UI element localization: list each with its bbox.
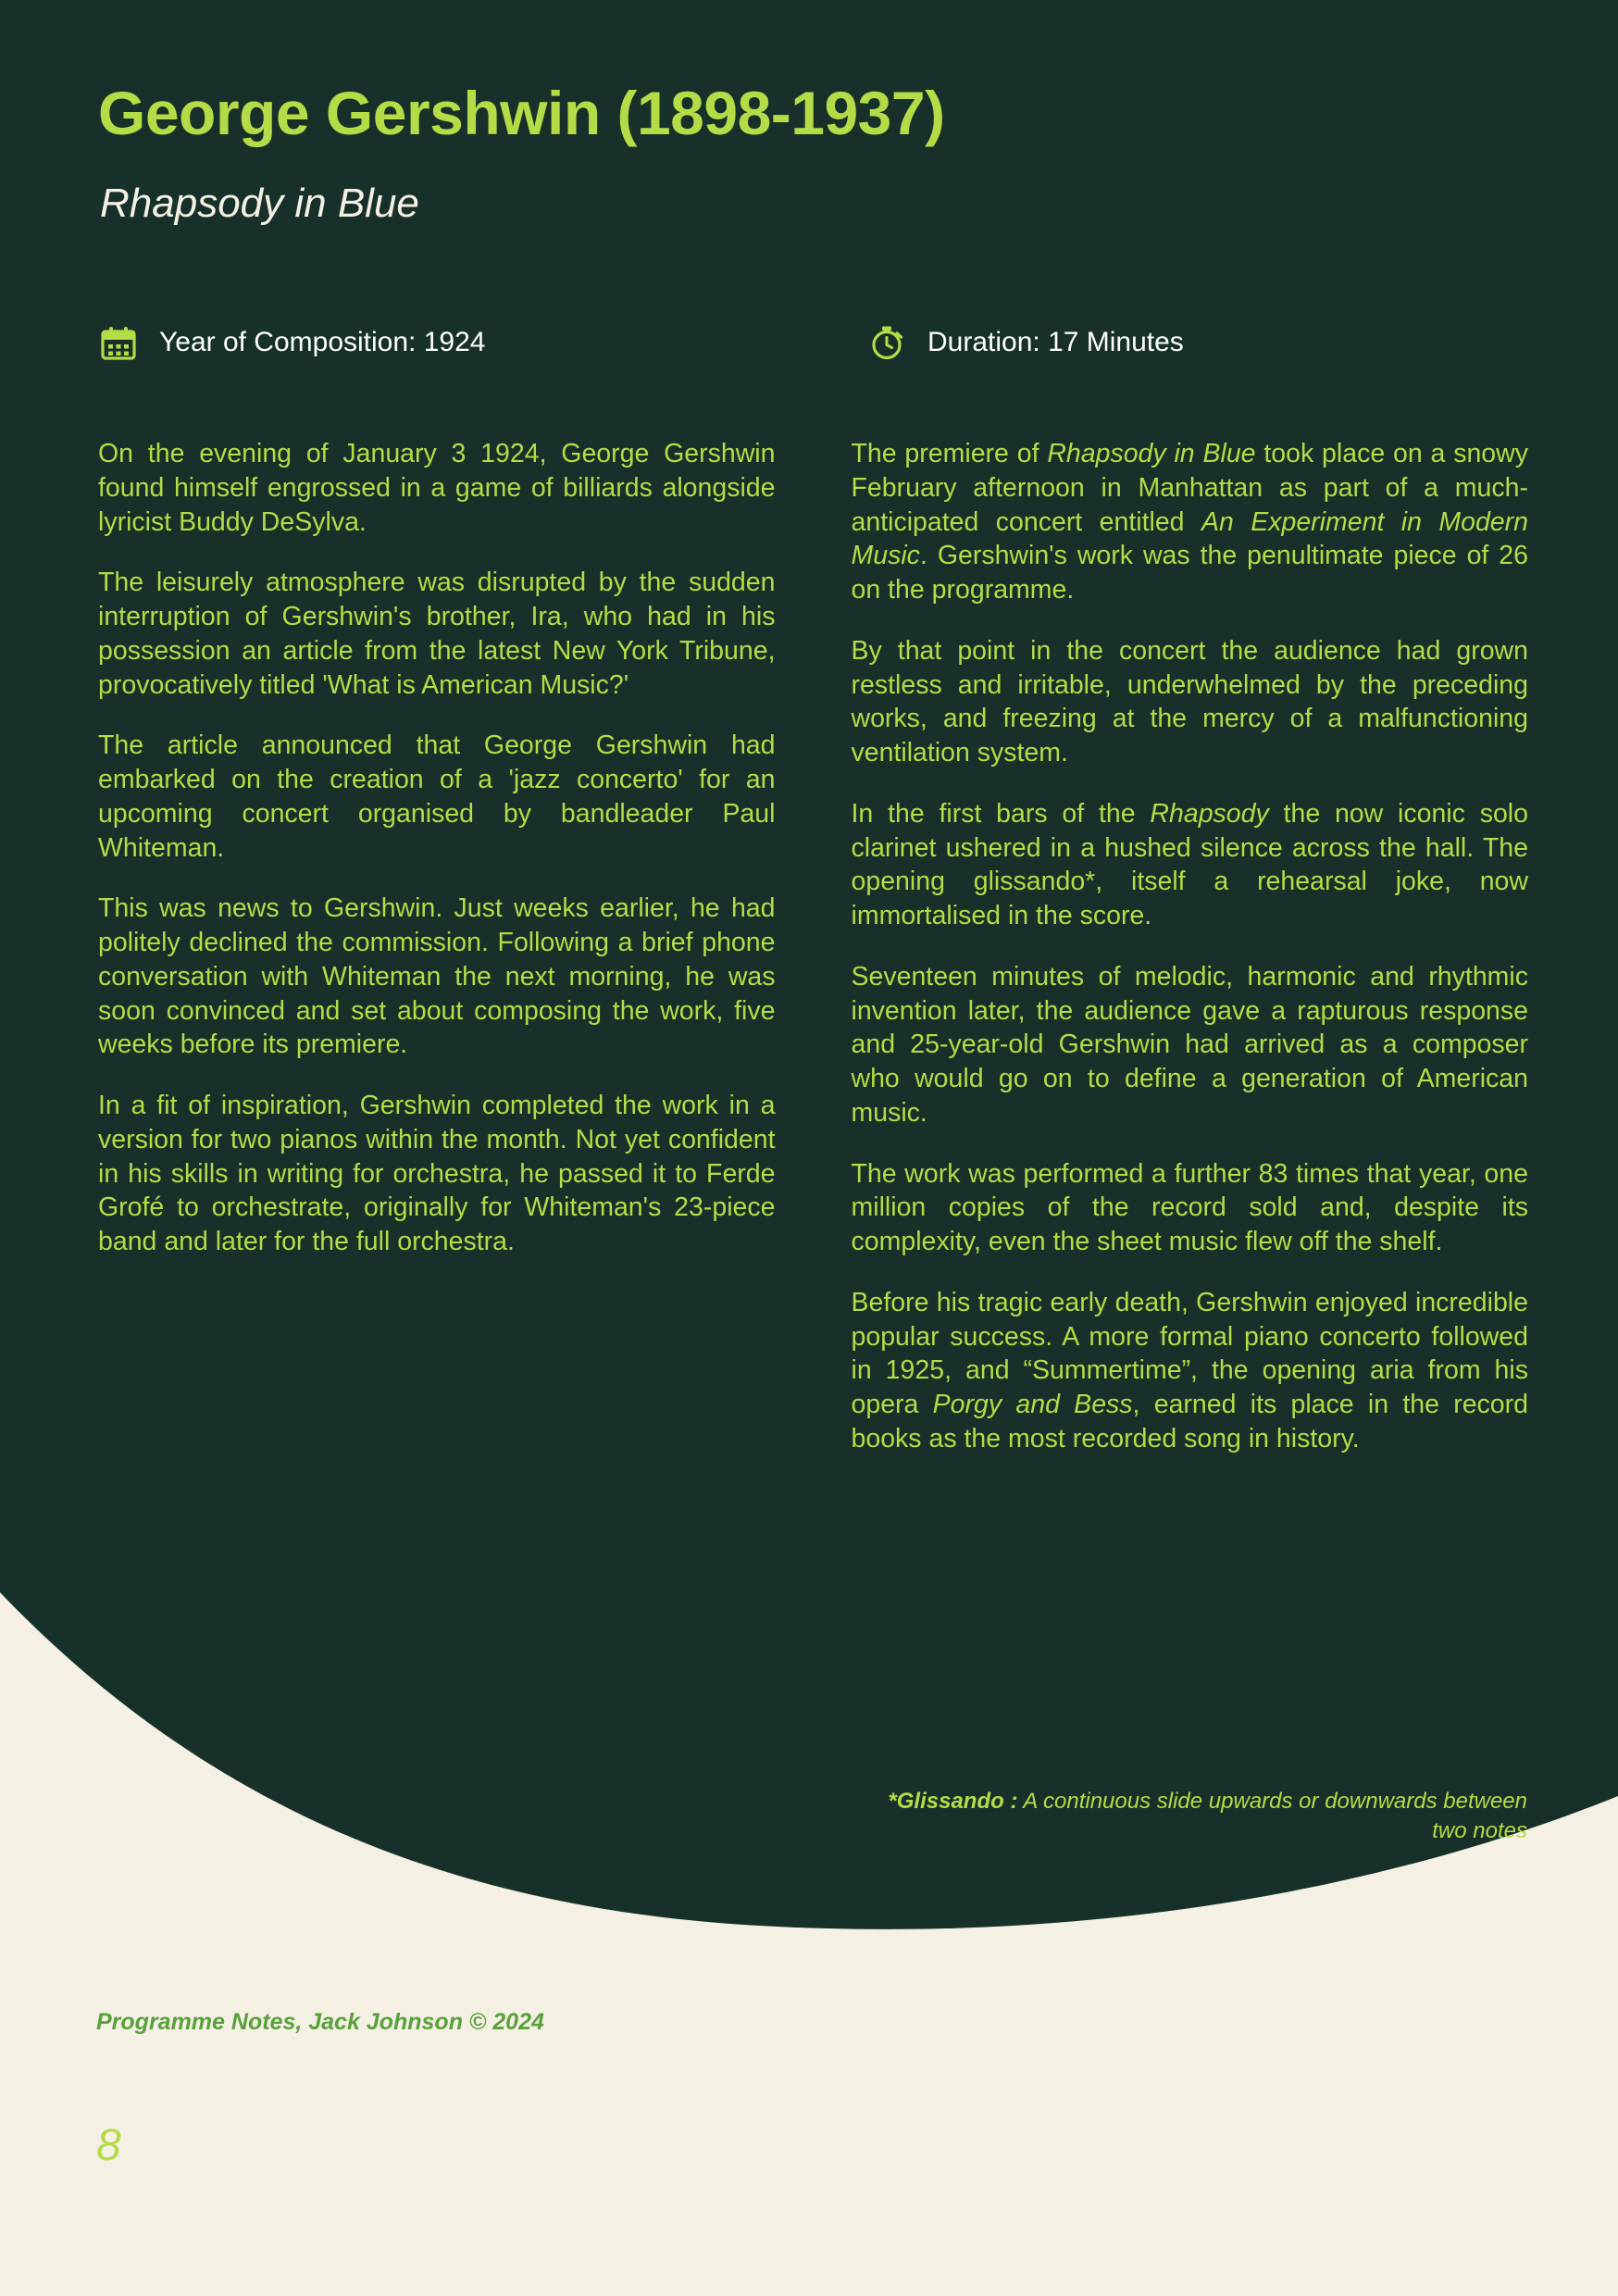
- right-paragraph: The work was performed a further 83 times that year, one million copies of the record sold and, despite its complexity, even the sheet music flew off the shelf.: [851, 1158, 1528, 1256]
- right-paragraph: By that point in the concert the audience had grown restless and irritable, underwhelmed by the preceding works, and freezing at the mercy of a malfunctioning ventilation system.: [851, 635, 1528, 767]
- metadata-year-label: Year of Composition: 1924: [159, 327, 486, 357]
- page-number: 8: [96, 2121, 121, 2170]
- page-subtitle: Rhapsody in Blue: [100, 181, 419, 226]
- metadata-duration: [866, 322, 1184, 363]
- right-paragraph: In the first bars of the Rhapsody the now iconic solo clarinet ushered in a hushed silence across the hall. The opening glissando*, itself a rehearsal joke, now immortalised in the score.: [851, 798, 1528, 930]
- right-paragraph: The premiere of Rhapsody in Blue took place on a snowy February afternoon in Manhattan as part of a much-anticipated concert entitled An Experiment in Modern Music. Gershwin's work was the penultimate piece of 26 on the programme.: [851, 439, 1529, 605]
- calendar-icon: [98, 322, 139, 363]
- page-title: George Gershwin (1898-1937): [98, 79, 945, 147]
- metadata-duration-label: Duration: 17 Minutes: [927, 327, 1184, 357]
- left-column: [98, 437, 776, 1456]
- right-column: [852, 437, 1529, 1456]
- left-paragraph: The article announced that George Gershwin had embarked on the creation of a 'jazz concerto' for an upcoming concert organised by bandleader Paul Whiteman.: [98, 730, 776, 863]
- left-paragraph: The leisurely atmosphere was disrupted by the sudden interruption of Gershwin's brother, Ira, who had in his possession an article from the latest New York Tribune, provocatively titled 'What is American Music?': [98, 568, 776, 700]
- metadata-row: [98, 322, 1524, 363]
- programme-credit: Programme Notes, Jack Johnson © 2024: [96, 2009, 544, 2035]
- right-paragraph: Before his tragic early death, Gershwin enjoyed incredible popular success. A more formal piano concerto followed in 1925, and “Summertime”, the opening aria from his opera Porgy and Bess, earned its place in the record books as the most recorded song in history.: [851, 1287, 1528, 1454]
- metadata-year: [98, 322, 866, 363]
- stopwatch-icon: [866, 322, 907, 363]
- body-columns: [98, 437, 1528, 1456]
- right-paragraph: Seventeen minutes of melodic, harmonic and rhythmic invention later, the audience gave a rapturous response and 25-year-old Gershwin had arrived as a composer who would go on to define a generation of American music.: [851, 961, 1528, 1128]
- glissando-footnote: *Glissando : A continuous slide upwards or downwards between two notes: [888, 1789, 1527, 1844]
- left-paragraph: In a fit of inspiration, Gershwin completed the work in a version for two pianos within the month. Not yet confident in his skills in writing for orchestra, he passed it to Ferde Grofé to orchestrate, originally for Whiteman's 23-piece band and later for the full orchestra.: [98, 1091, 776, 1256]
- left-paragraph: This was news to Gershwin. Just weeks earlier, he had politely declined the commission. Following a brief phone conversation with Whiteman the next morning, he was soon convinced and set about composing the work, five weeks before its premiere.: [98, 893, 776, 1060]
- left-paragraph: On the evening of January 3 1924, George Gershwin found himself engrossed in a game of billiards alongside lyricist Buddy DeSylva.: [98, 439, 776, 537]
